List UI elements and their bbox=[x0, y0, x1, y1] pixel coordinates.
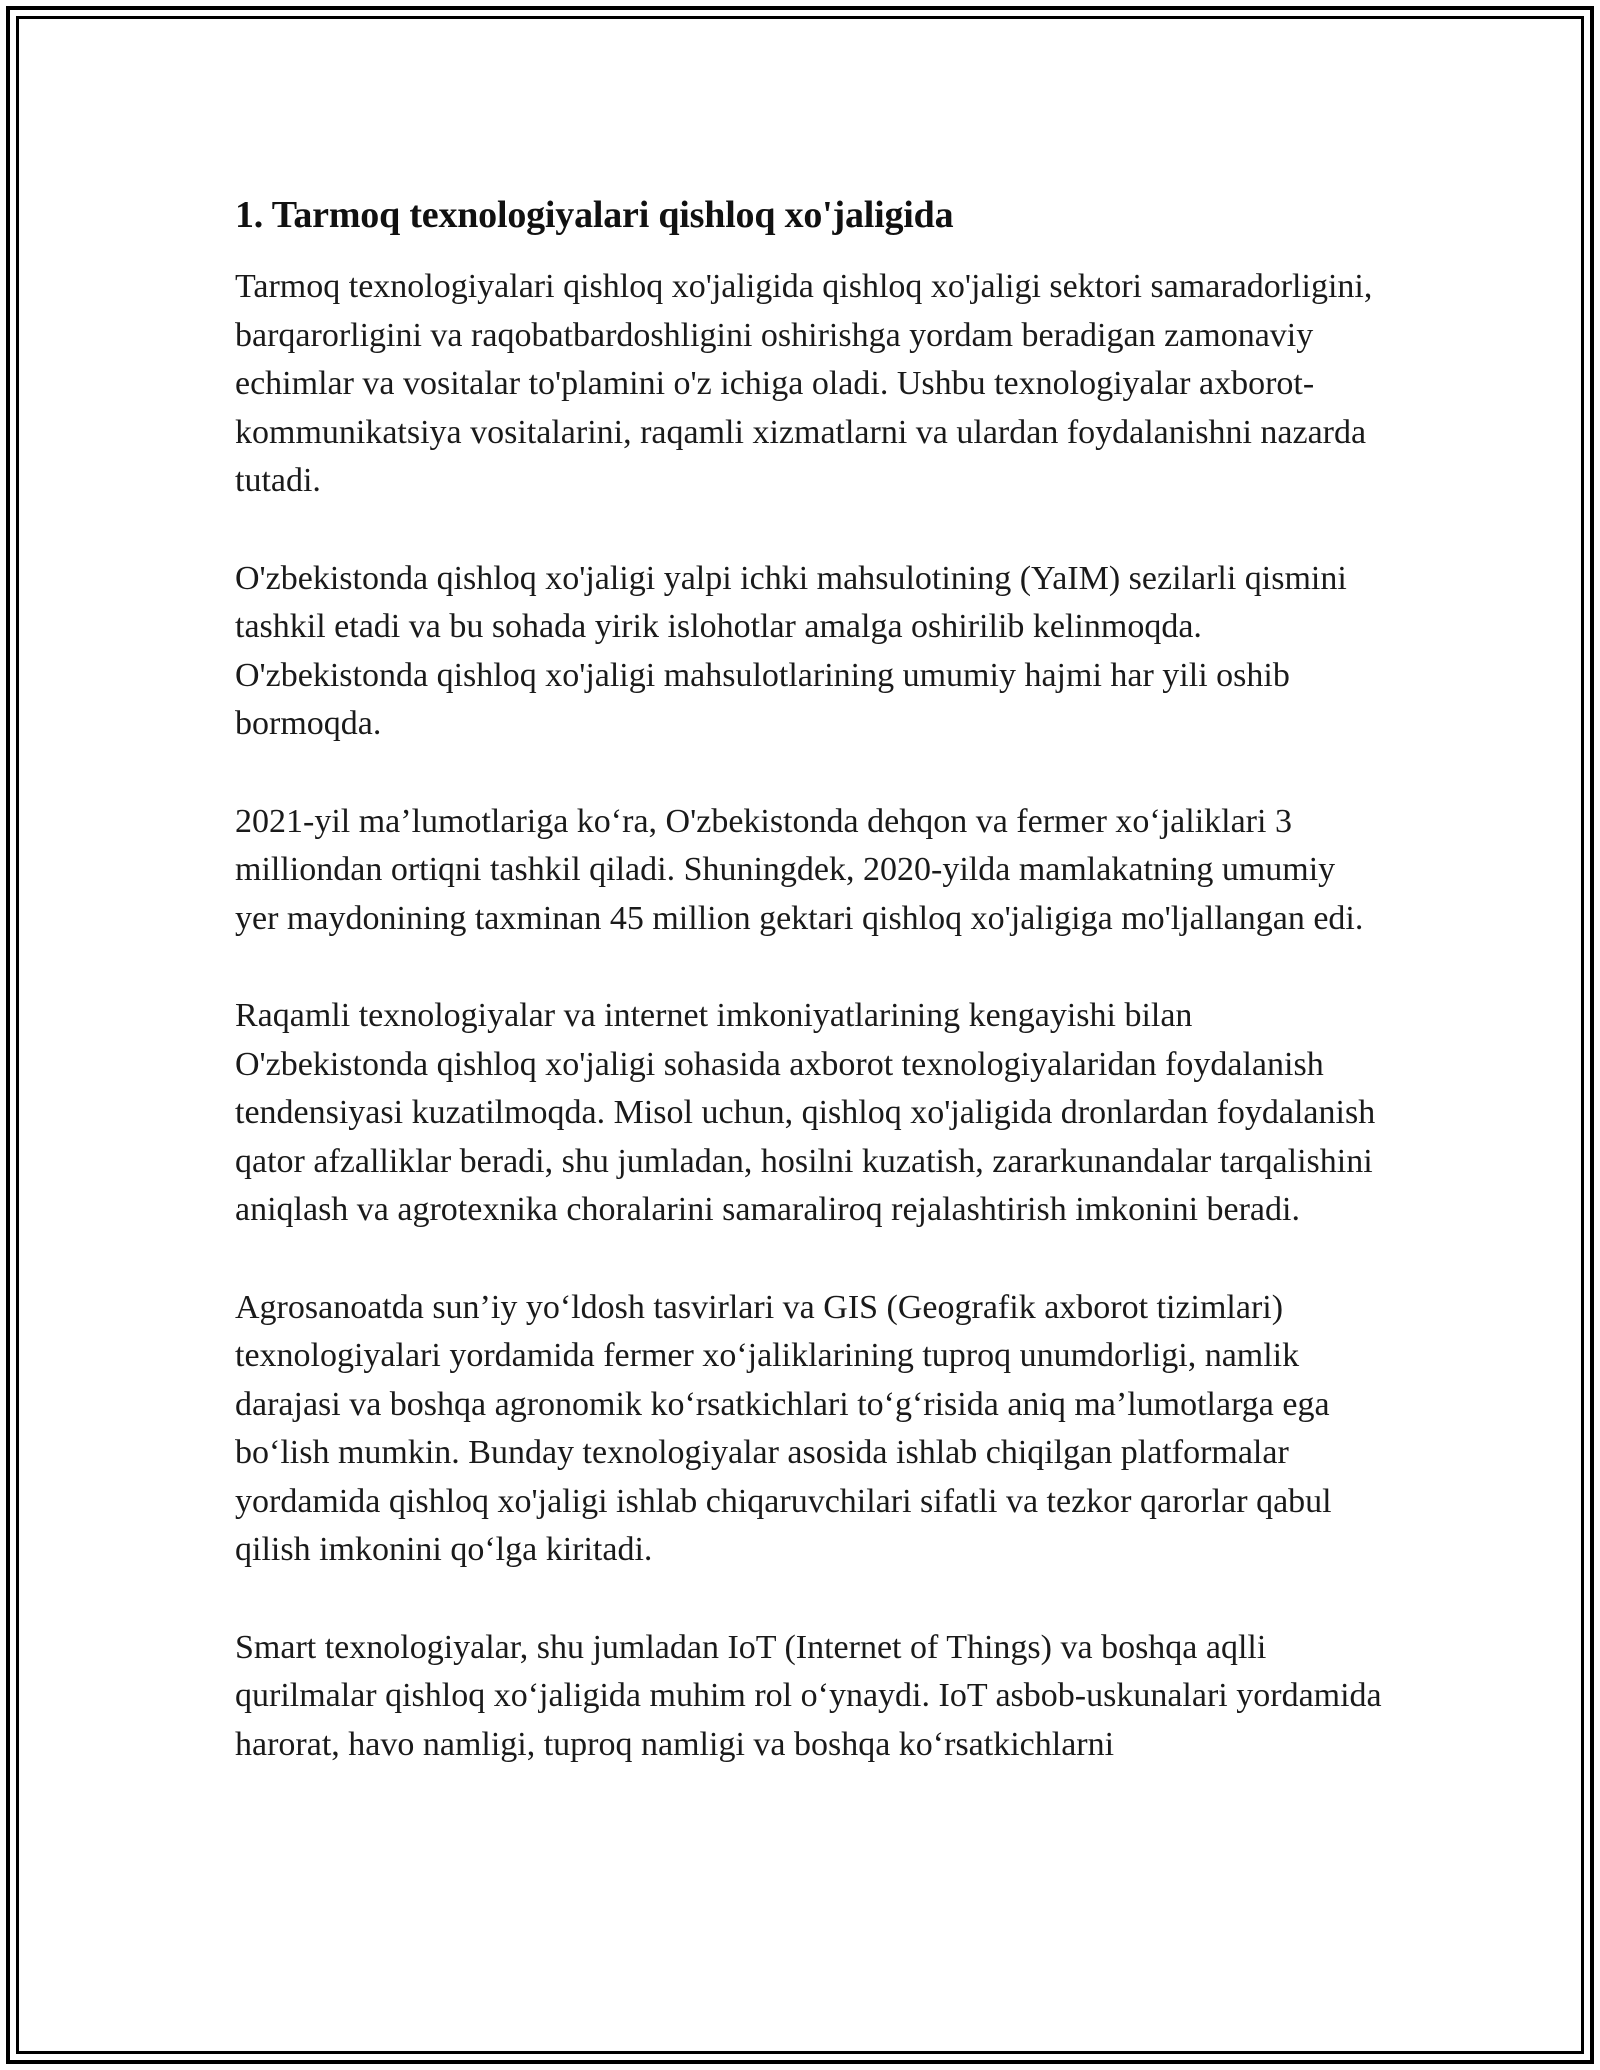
paragraph-2021-data: 2021-yil ma’lumotlariga ko‘ra, O'zbekistonda dehqon va fermer xo‘jaliklari 3 milliondan ortiqni tashkil qiladi. Shuningdek, 2020-yilda mamlakatning umumiy yer maydonining taxminan 45 million gektari qishloq xo'jaligiga mo'ljallangan edi. bbox=[235, 802, 1364, 937]
document-body bbox=[235, 188, 1385, 1818]
paragraph-gdp: O'zbekistonda qishloq xo'jaligi yalpi ichki mahsulotining (YaIM) sezilarli qismini tashkil etadi va bu sohada yirik islohotlar amalga oshirilib kelinmoqda. O'zbekistonda qishloq xo'jaligi mahsulotlarining umumiy hajmi har yili oshib bormoqda. bbox=[235, 559, 1347, 742]
section-heading: 1. Tarmoq texnologiyalari qishloq xo'jaligida bbox=[235, 194, 954, 236]
paragraph-digital-tech: Raqamli texnologiyalar va internet imkoniyatlarining kengayishi bilan O'zbekistonda qishloq xo'jaligi sohasida axborot texnologiyalaridan foydalanish tendensiyasi kuzatilmoqda. Misol uchun, qishloq xo'jaligida dronlardan foydalanish qator afzalliklar beradi, shu jumladan, hosilni kuzatish, zararkunandalar tarqalishini aniqlash va agrotexnika choralarini samaraliroq rejalashtirish imkonini beradi. bbox=[235, 997, 1376, 1228]
paragraph-intro: Tarmoq texnologiyalari qishloq xo'jaligida qishloq xo'jaligi sektori samaradorligini, barqarorligini va raqobatbardoshligini oshirishga yordam beradigan zamonaviy echimlar va vositalar to'plamini o'z ichiga oladi. Ushbu texnologiyalar axborot-kommunikatsiya vositalarini, raqamli xizmatlarni va ulardan foydalanishni nazarda tutadi. bbox=[235, 268, 1373, 499]
paragraph-gis: Agrosanoatda sun’iy yo‘ldosh tasvirlari va GIS (Geografik axborot tizimlari) texnologiyalari yordamida fermer xo‘jaliklarining tuproq unumdorligi, namlik darajasi va boshqa agronomik ko‘rsatkichlari to‘g‘risida aniq ma’lumotlarga ega bo‘lish mumkin. Bunday texnologiyalar asosida ishlab chiqilgan platformalar yordamida qishloq xo'jaligi ishlab chiqaruvchilari sifatli va tezkor qarorlar qabul qilish imkonini qo‘lga kiritadi. bbox=[235, 1288, 1332, 1568]
paragraph-iot: Smart texnologiyalar, shu jumladan IoT (Internet of Things) va boshqa aqlli qurilmalar qishloq xo‘jaligida muhim rol o‘ynaydi. IoT asbob-uskunalari yordamida harorat, havo namligi, tuproq namligi va boshqa ko‘rsatkichlarni bbox=[235, 1628, 1382, 1763]
